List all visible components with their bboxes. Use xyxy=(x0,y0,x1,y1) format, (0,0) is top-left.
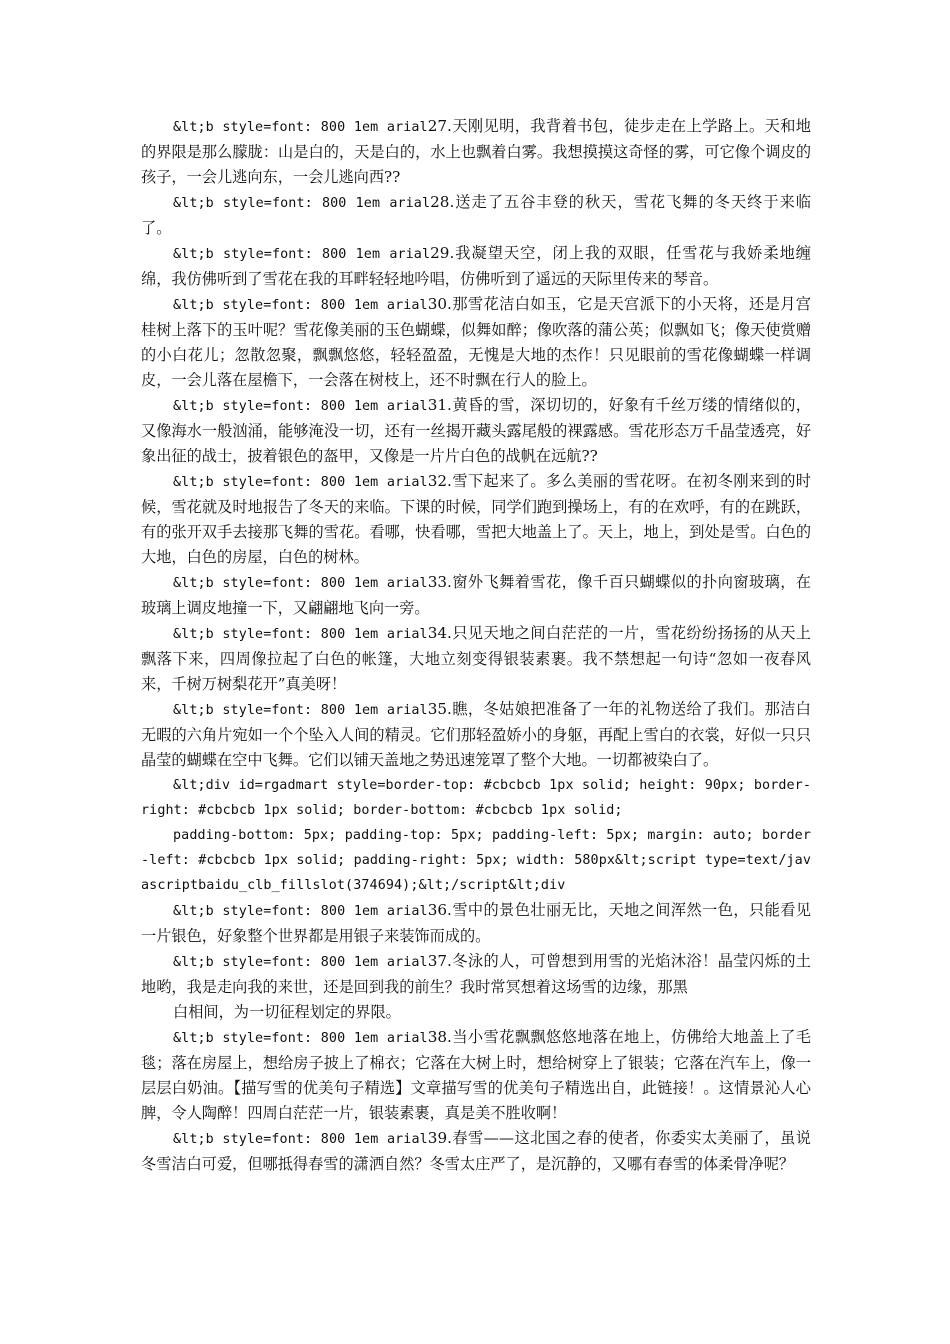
paragraph-text: 37.冬泳的人，可曾想到用雪的光焰沐浴！晶莹闪烁的土地哟，我是走向我的来世，还是回到我的前生？我时常冥想着这场雪的边缘，那黑 xyxy=(141,952,811,996)
paragraph-29 xyxy=(141,241,811,292)
markup-prefix: &lt;b style=font: 800 1em arial xyxy=(173,475,428,490)
paragraph-27 xyxy=(141,114,811,190)
paragraph-30 xyxy=(141,292,811,393)
paragraph-35 xyxy=(141,697,811,773)
paragraph-text: 27.天刚见明，我背着书包，徒步走在上学路上。天和地的界限是那么朦胧：山是白的，天是白的，水上也飘着白雾。我想摸摸这奇怪的雾，可它像个调皮的孩子，一会儿逃向东，一会儿逃向西?? xyxy=(141,117,811,186)
paragraph-32 xyxy=(141,469,811,570)
paragraph-text: 29.我凝望天空，闭上我的双眼，任雪花与我娇柔地缠绵，我仿佛听到了雪花在我的耳畔轻轻地吟唱，仿佛听到了遥远的天际里传来的琴音。 xyxy=(141,244,811,288)
paragraph-text: 31.黄昏的雪，深切切的，好象有千丝万缕的情绪似的，又像海水一般汹涌，能够淹没一切，还有一丝揭开藏头露尾般的裸露感。雪花形态万千晶莹透亮，好象出征的战士，披着银色的盔甲，又像是一片片白色的战帆在远航?? xyxy=(141,396,811,465)
markup-prefix: &lt;b style=font: 800 1em arial xyxy=(173,627,428,642)
ad-markup-line-2: padding-bottom: 5px; padding-top: 5px; padding-left: 5px; margin: auto; border-left: #cbcbcb 1px solid; padding-right: 5px; width: 580px&lt;script type=text/javascriptbaidu_clb_fillslot(374694);&lt;/script&lt;div xyxy=(141,828,811,893)
paragraph-36 xyxy=(141,898,811,949)
paragraph-28 xyxy=(141,190,811,241)
paragraph-37 xyxy=(141,949,811,1000)
paragraph-38 xyxy=(141,1025,811,1126)
markup-prefix: &lt;b style=font: 800 1em arial xyxy=(173,576,428,591)
markup-prefix: &lt;b style=font: 800 1em arial xyxy=(173,703,428,718)
markup-prefix: &lt;b style=font: 800 1em arial xyxy=(173,196,431,211)
paragraph-text: 30.那雪花洁白如玉，它是天宫派下的小天将，还是月宫桂树上落下的玉叶呢？雪花像美丽的玉色蝴蝶，似舞如醉；像吹落的蒲公英；似飘如飞；像天使赏赠的小白花儿；忽散忽聚，飘飘悠悠，轻轻盈盈，无愧是大地的杰作！只见眼前的雪花像蝴蝶一样调皮，一会儿落在屋檐下，一会落在树枝上，还不时飘在行人的脸上。 xyxy=(141,295,811,389)
paragraph-text: 36.雪中的景色壮丽无比，天地之间浑然一色，只能看见一片银色，好象整个世界都是用银子来装饰而成的。 xyxy=(141,901,811,945)
paragraph-37-continued: 白相间，为一切征程划定的界限。 xyxy=(173,1003,401,1021)
markup-prefix: &lt;b style=font: 800 1em arial xyxy=(173,955,428,970)
paragraph-text: 32.雪下起来了。多么美丽的雪花呀。在初冬刚来到的时候，雪花就及时地报告了冬天的来临。下课的时候，同学们跑到操场上，有的在欢呼，有的在跳跃，有的张开双手去接那飞舞的雪花。看哪，快看哪，雪把大地盖上了。天上，地上，到处是雪。白色的大地，白色的房屋，白色的树林。 xyxy=(141,472,811,566)
markup-prefix: &lt;b style=font: 800 1em arial xyxy=(173,298,428,313)
markup-prefix: &lt;b style=font: 800 1em arial xyxy=(173,904,428,919)
paragraph-text: 38.当小雪花飘飘悠悠地落在地上，仿佛给大地盖上了毛毯；落在房屋上，想给房子披上了棉衣；它落在大树上时，想给树穿上了银装；它落在汽车上，像一层层白奶油。【描写雪的优美句子精选】文章描写雪的优美句子精选出自，此链接！。这情景沁人心脾，令人陶醉！四周白茫茫一片，银装素裹，真是美不胜收啊！ xyxy=(141,1028,811,1122)
paragraph-text: 28.送走了五谷丰登的秋天，雪花飞舞的冬天终于来临了。 xyxy=(141,193,811,237)
paragraph-text: 35.瞧，冬姑娘把准备了一年的礼物送给了我们。那洁白无暇的六角片宛如一个个坠入人间的精灵。它们那轻盈娇小的身躯，再配上雪白的衣裳，好似一只只晶莹的蝴蝶在空中飞舞。它们以铺天盖地之势迅速笼罩了整个大地。一切都被染白了。 xyxy=(141,700,811,769)
markup-prefix: &lt;b style=font: 800 1em arial xyxy=(173,399,428,414)
markup-prefix: &lt;b style=font: 800 1em arial xyxy=(173,1031,428,1046)
markup-prefix: &lt;b style=font: 800 1em arial xyxy=(173,1132,428,1147)
document-body xyxy=(141,114,811,1177)
ad-markup-line-1: &lt;div id=rgadmart style=border-top: #cbcbcb 1px solid; height: 90px; border-right: #cbcbcb 1px solid; border-bottom: #cbcbcb 1px solid; xyxy=(141,778,811,818)
paragraph-39 xyxy=(141,1126,811,1177)
paragraph-text: 33.窗外飞舞着雪花，像千百只蝴蝶似的扑向窗玻璃，在玻璃上调皮地撞一下，又翩翩地飞向一旁。 xyxy=(141,573,811,617)
paragraph-33 xyxy=(141,570,811,621)
markup-prefix: &lt;b style=font: 800 1em arial xyxy=(173,247,431,262)
markup-prefix: &lt;b style=font: 800 1em arial xyxy=(173,120,428,135)
paragraph-text: 39.春雪——这北国之春的使者，你委实太美丽了，虽说冬雪洁白可爱，但哪抵得春雪的潇洒自然？冬雪太庄严了，是沉静的，又哪有春雪的体柔骨净呢？ xyxy=(141,1129,811,1173)
paragraph-34 xyxy=(141,621,811,697)
paragraph-31 xyxy=(141,393,811,469)
paragraph-text: 34.只见天地之间白茫茫的一片，雪花纷纷扬扬的从天上飘落下来，四周像拉起了白色的帐篷，大地立刻变得银装素裹。我不禁想起一句诗“忽如一夜春风来，千树万树梨花开”真美呀！ xyxy=(141,624,811,693)
